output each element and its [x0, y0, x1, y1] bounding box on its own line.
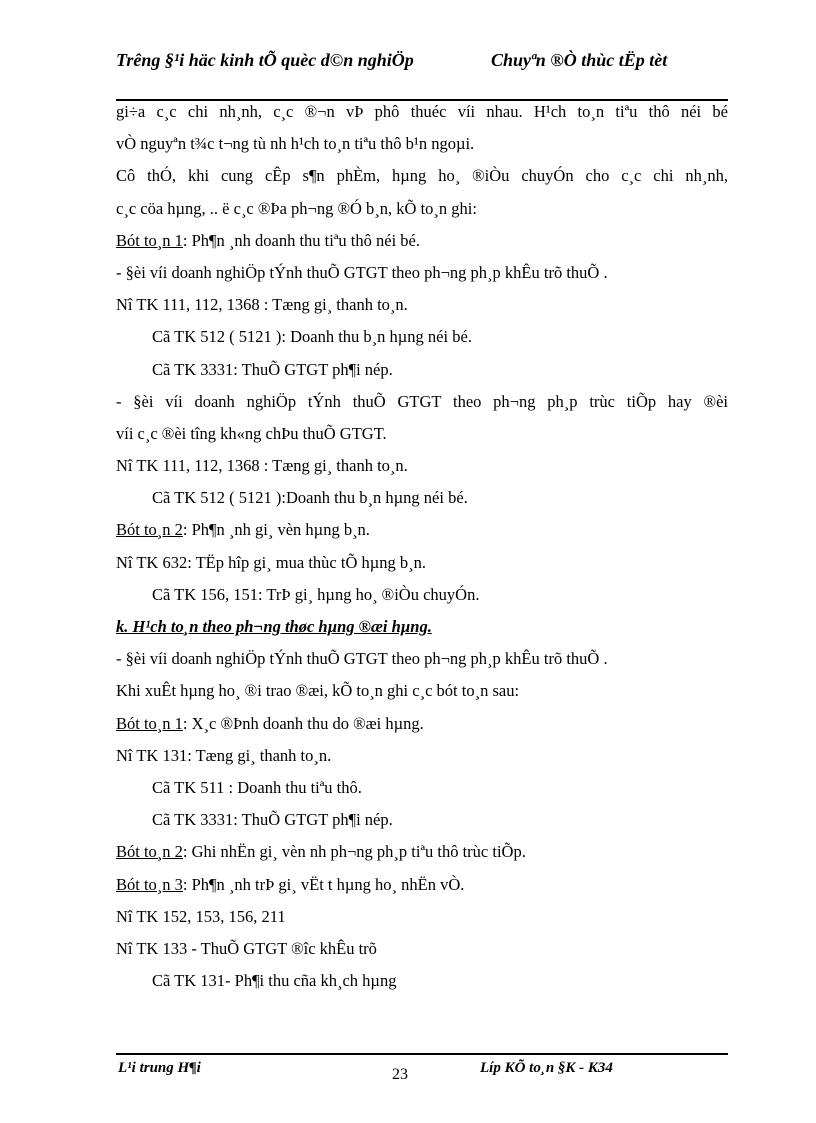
- text-line: Cã TK 512 ( 5121 ): Doanh thu b¸n hµng néi bé.: [152, 327, 472, 347]
- header-school: Trêng §¹i häc kinh tÕ quèc d©n nghiÖp: [116, 50, 414, 70]
- text-line: [116, 708, 728, 740]
- text-line: Cã TK 3331: ThuÕ GTGT ph¶i nép.: [152, 810, 393, 830]
- header-topic: Chuyªn ®Ò thùc tËp tèt: [491, 50, 668, 70]
- text-line: víi c¸c ®èi tîng kh«ng chÞu thuÕ GTGT.: [116, 423, 387, 443]
- text-line: Khi xuÊt hµng ho¸ ®i trao ®æi, kÕ to¸n ghi c¸c bót to¸n sau:: [116, 681, 520, 701]
- footer-rule: [116, 1053, 728, 1055]
- entry-text: : X¸c ®Þnh doanh thu do ®æi hµng.: [182, 713, 424, 733]
- text-line: gi÷a c¸c chi nh¸nh, c¸c ®¬n vÞ phô thuéc víi nhau. H¹ch to¸n tiªu thô néi bé: [116, 102, 728, 121]
- entry-text: : Ph¶n ¸nh trÞ gi¸ vËt t hµng ho¸ nhËn vÒ.: [182, 874, 465, 894]
- text-line: Cã TK 156, 151: TrÞ gi¸ hµng ho¸ ®iÒu chuyÓn.: [152, 584, 480, 604]
- text-line: Nî TK 133 - ThuÕ GTGT ®îc khÊu trõ: [116, 938, 377, 958]
- entry-text: : Ph¶n ¸nh doanh thu tiªu thô néi bé.: [182, 230, 420, 250]
- text-line: Nî TK 131: Tæng gi¸ thanh to¸n.: [116, 745, 332, 765]
- text-line: Cã TK 131- Ph¶i thu cña kh¸ch hµng: [152, 971, 397, 991]
- text-line: [116, 225, 728, 257]
- entry-label: Bót to¸n 3: [116, 874, 183, 894]
- text-line: Cô thÓ, khi cung cÊp s¶n phÈm, hµng ho¸ ®iÒu chuyÓn cho c¸c chi nh¸nh,: [116, 166, 728, 186]
- text-line: [116, 611, 728, 643]
- text-line: Nî TK 111, 112, 1368 : Tæng gi¸ thanh to¸n.: [116, 295, 408, 315]
- body-text: [116, 96, 728, 997]
- text-line: c¸c cöa hµng, .. ë c¸c ®Þa ph¬ng ®Ó b¸n, kÕ to¸n ghi:: [116, 198, 477, 218]
- text-line: [116, 836, 728, 868]
- text-line: [116, 514, 728, 546]
- text-line: - §èi víi doanh nghiÖp tÝnh thuÕ GTGT theo ph¬ng ph¸p khÊu trõ thuÕ .: [116, 649, 608, 669]
- entry-label: Bót to¸n 2: [116, 842, 183, 862]
- entry-text: : Ph¶n ¸nh gi¸ vèn hµng b¸n.: [182, 520, 370, 540]
- text-line: - §èi víi doanh nghiÖp tÝnh thuÕ GTGT theo ph¬ng ph¸p trùc tiÕp hay ®èi: [116, 391, 728, 411]
- page-footer: [116, 1056, 728, 1096]
- entry-text: : Ghi nhËn gi¸ vèn nh ph¬ng ph¸p tiªu thô trùc tiÕp.: [182, 842, 526, 862]
- text-line: Cã TK 512 ( 5121 ):Doanh thu b¸n hµng néi bé.: [152, 488, 468, 508]
- text-line: Cã TK 3331: ThuÕ GTGT ph¶i nép.: [152, 359, 393, 379]
- text-line: vÒ nguyªn t¾c t¬ng tù nh h¹ch to¸n tiªu thô b¹n ngoµi.: [116, 134, 475, 154]
- text-line: [116, 869, 728, 901]
- text-line: Nî TK 632: TËp hîp gi¸ mua thùc tÕ hµng b¸n.: [116, 552, 426, 572]
- text-line: Nî TK 111, 112, 1368 : Tæng gi¸ thanh to¸n.: [116, 456, 408, 476]
- text-line: Cã TK 511 : Doanh thu tiªu thô.: [152, 777, 362, 797]
- entry-label: Bót to¸n 1: [116, 230, 183, 250]
- text-line: - §èi víi doanh nghiÖp tÝnh thuÕ GTGT theo ph¬ng ph¸p khÊu trõ thuÕ .: [116, 262, 608, 282]
- section-heading: k. H¹ch to¸n theo ph¬ng thøc hµng ®æi hµng.: [116, 617, 432, 636]
- footer-class: Líp KÕ to¸n §K - K34: [480, 1060, 613, 1076]
- footer-author: L¹i trung H¶i: [118, 1060, 201, 1076]
- text-line: Nî TK 152, 153, 156, 211: [116, 906, 286, 926]
- entry-label: Bót to¸n 1: [116, 713, 183, 733]
- entry-label: Bót to¸n 2: [116, 520, 183, 540]
- page-number: 23: [392, 1066, 408, 1083]
- page-header: [116, 48, 728, 98]
